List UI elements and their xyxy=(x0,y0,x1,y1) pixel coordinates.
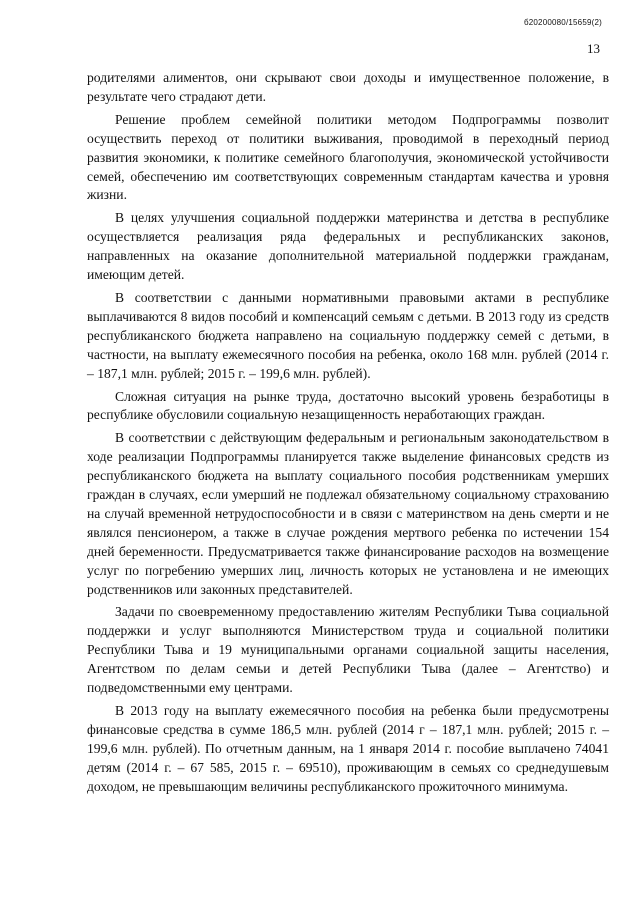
paragraph: В целях улучшения социальной поддержки материнства и детства в республике осуществляется реализация ряда федеральных и республиканских законов, направленных на оказание дополнительной материальной поддержки гражданам, имеющим детей. xyxy=(87,210,609,283)
paragraph: В 2013 году на выплату ежемесячного пособия на ребенка были предусмотрены финансовые средства в сумме 186,5 млн. рублей (2014 г – 187,1 млн. рублей; 2015 г. – 199,6 млн. рублей). По отчетным данным, на 1 января 2014 г. пособие выплачено 74041 детям (2014 г. – 67 585, 2015 г. – 69510), проживающим в семьях со среднедушевым доходом, не превышающим величины республиканского прожиточного минимума. xyxy=(87,703,609,794)
page-number: 13 xyxy=(587,41,600,56)
paragraph: Решение проблем семейной политики методом Подпрограммы позволит осуществить переход от политики выживания, проводимой в переходный период развития экономики, к политике семейного благополучия, экономической устойчивости семей, обеспечению им соответствующих современным стандартам качества и уровня жизни. xyxy=(87,111,609,203)
paragraph: родителями алиментов, они скрывают свои доходы и имущественное положение, в результате чего страдают дети. xyxy=(87,70,609,104)
paragraph: Задачи по своевременному предоставлению жителям Республики Тыва социальной поддержки и услуг выполняются Министерством труда и социальной политики Республики Тыва и 19 муниципальными органами социальной защиты населения, Агентством по делам семьи и детей Республики Тыва (далее – Агентство) и подведомственными ему центрами. xyxy=(87,604,609,696)
body-text xyxy=(87,69,609,801)
document-code: б20200080/15659(2) xyxy=(523,18,602,27)
paragraph: В соответствии с данными нормативными правовыми актами в республике выплачиваются 8 видов пособий и компенсаций семьям с детьми. В 2013 году из средств республиканского бюджета направлено на социальную поддержку семей с детьми, в частности, на выплату ежемесячного пособия на ребенка, около 168 млн. рублей (2014 г. – 187,1 млн. рублей; 2015 г. – 199,6 млн. рублей). xyxy=(87,289,609,381)
paragraph: В соответствии с действующим федеральным и региональным законодательством в ходе реализации Подпрограммы планируется также выделение финансовых средств из республиканского бюджета на выплату социального пособия родственникам умерших граждан в случаях, если умерший не подлежал обязательному социальному страхованию на случай временной нетрудоспособности и в связи с материнством на день смерти и не являлся пенсионером, а также в случае рождения мертвого ребенка по истечении 154 дней беременности. Предусматривается также финансирование расходов на возмещение услуг по погребению умерших лиц, личность которых не установлена и не имеющих родственников или законных представителей. xyxy=(87,430,609,597)
paragraph: Сложная ситуация на рынке труда, достаточно высокий уровень безработицы в республике обусловили социальную незащищенность неработающих граждан. xyxy=(87,388,609,423)
